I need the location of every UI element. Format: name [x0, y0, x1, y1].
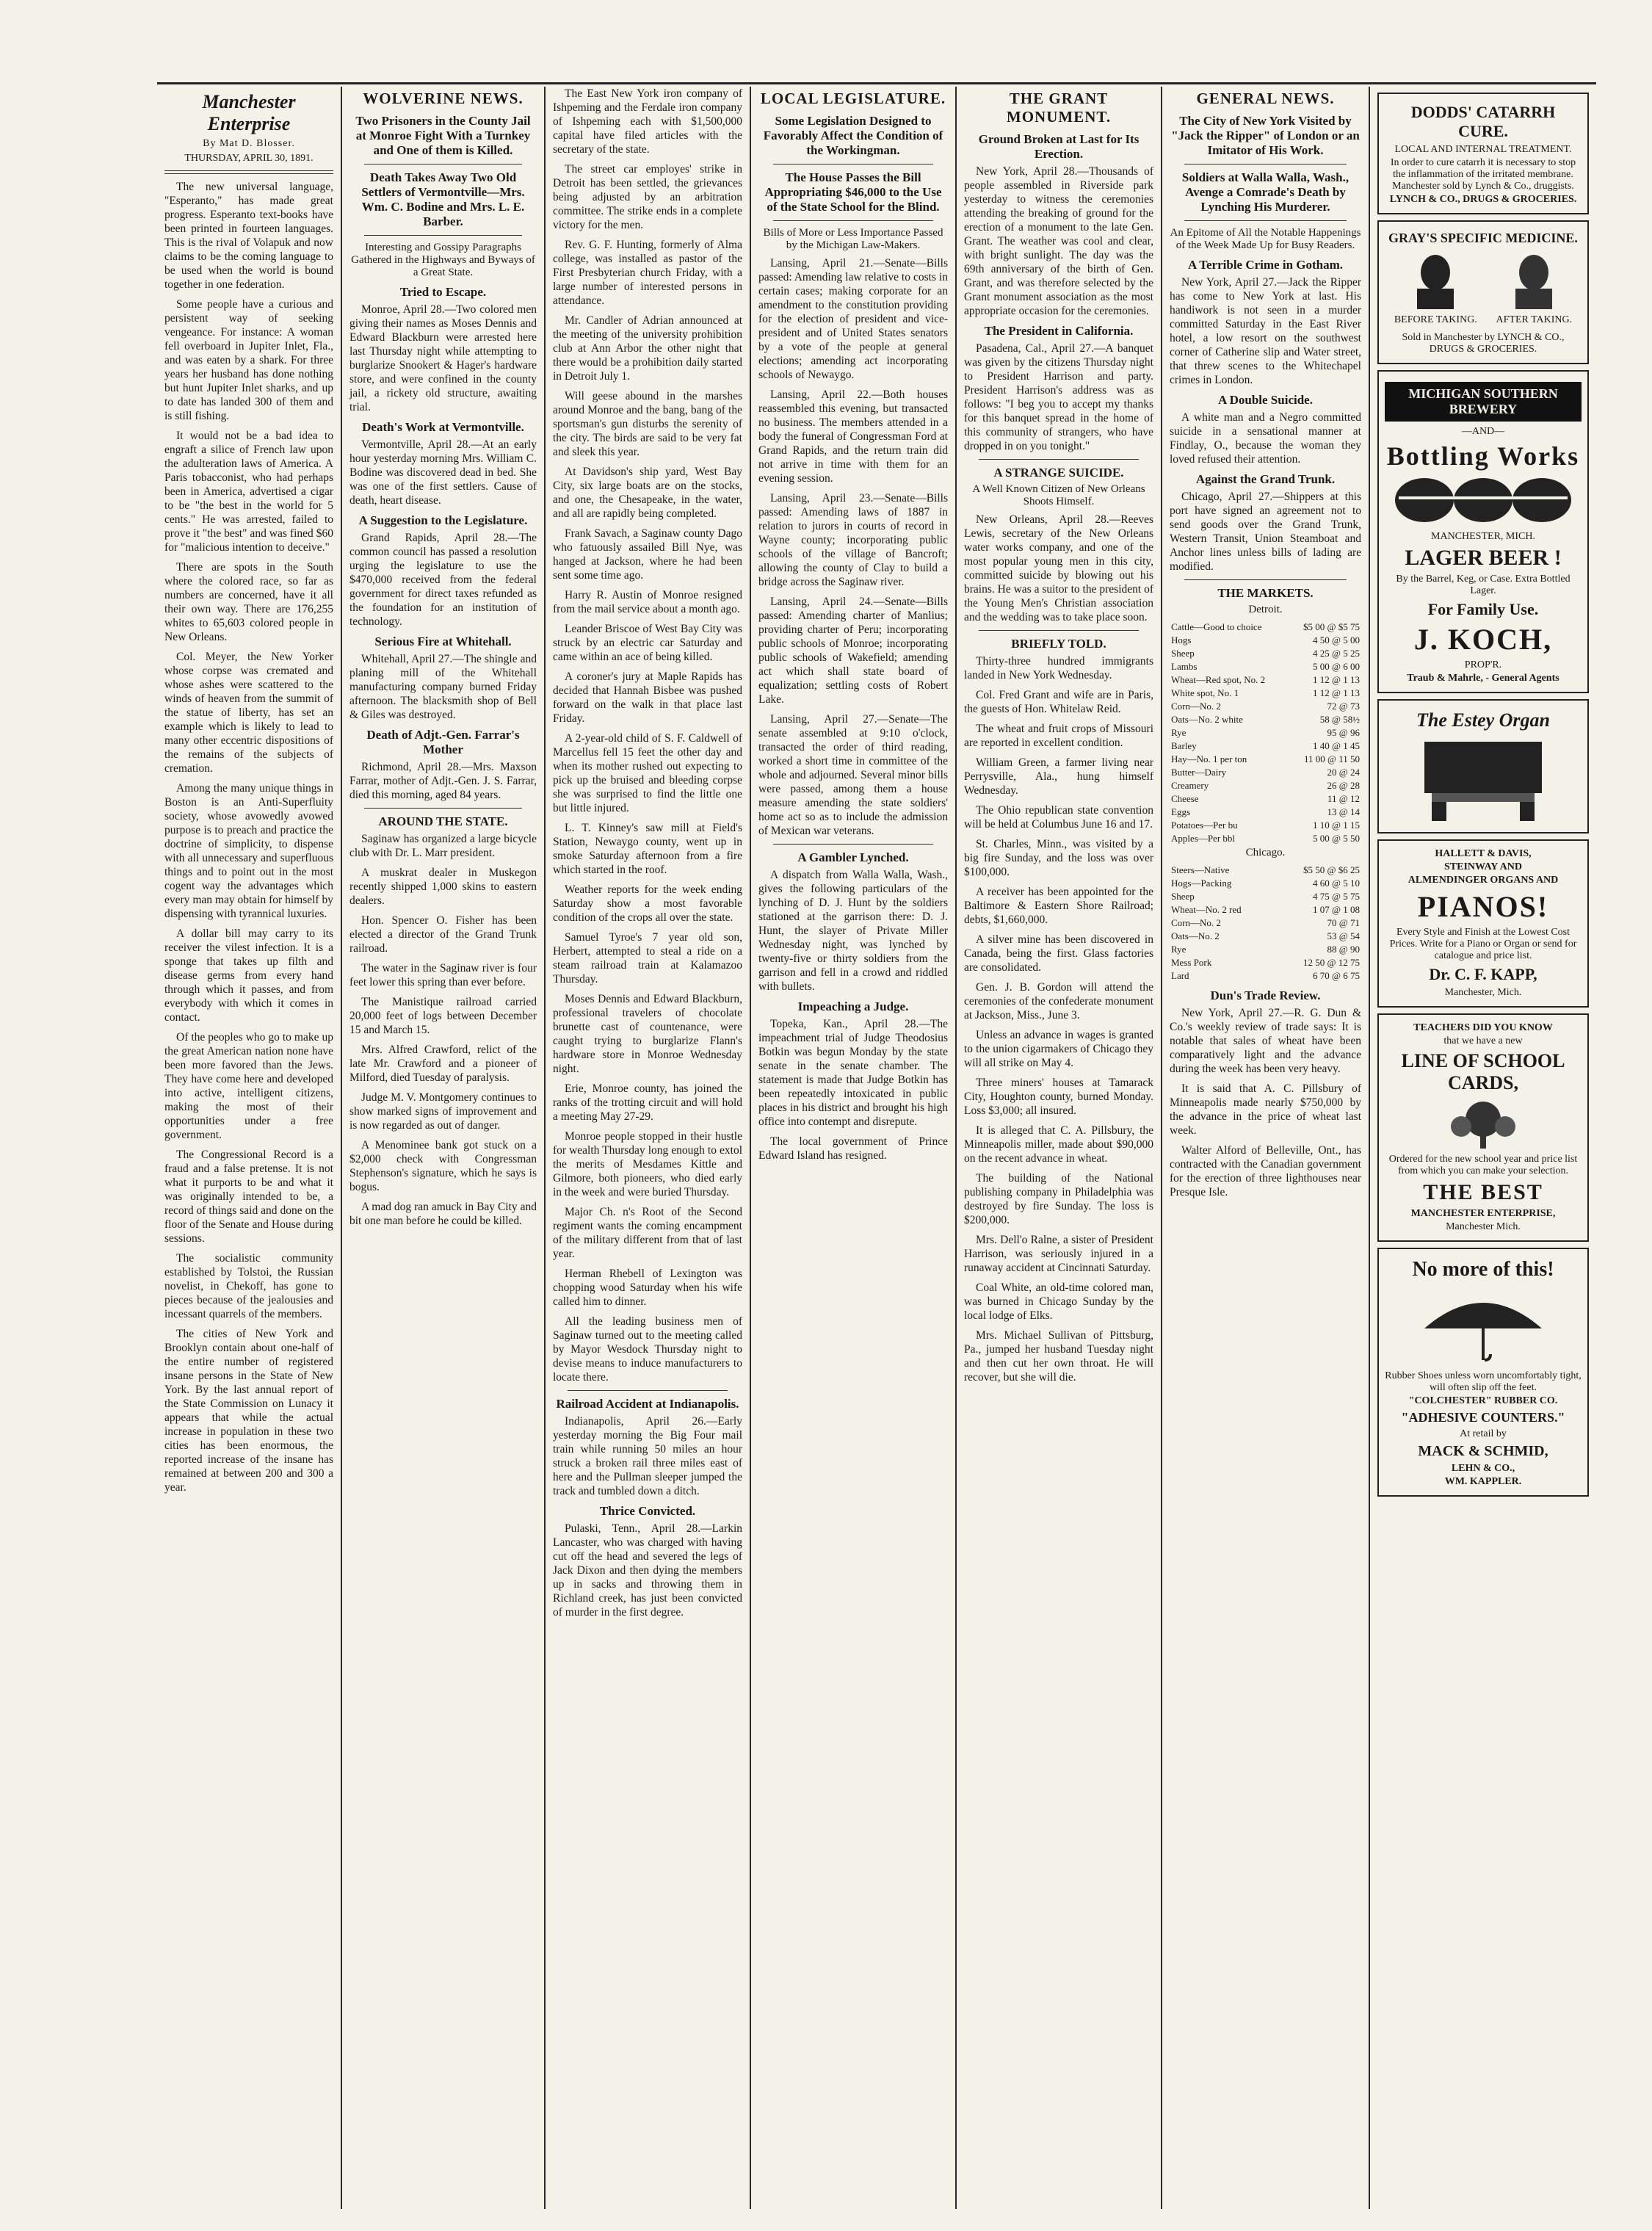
news-item: Erie, Monroe county, has joined the ranks of the trotting circuit and will hold a meeting May 27-29. — [553, 1082, 742, 1123]
article-body: New York, April 28.—Thousands of people assembled in Riverside park yesterday to witness the ceremonies attending the breaking of ground for the erection of a monument to the late Gen. Grant. The weather was cool and clear, with bright sunlight. The day was the 69th anniversary of the birth of Gen. Grant, and was therefore selected by the Grant monument association as the most appropriate occasion for the ceremonies. — [964, 165, 1153, 317]
ad-banner: MICHIGAN SOUTHERN BREWERY — [1385, 382, 1582, 422]
market-row — [1170, 766, 1361, 779]
ad-text: Every Style and Finish at the Lowest Cost Prices. Write for a Piano or Organ or send for catalogue and price list. — [1389, 927, 1577, 961]
editorial-paragraph: The cities of New York and Brooklyn contain about one-half of the entire number of registered insane persons in the State of New York. By the last annual report of the State Commission on Lunacy it appears that while the actual increase in population in these two cities has been enormous, the reported increase of the insane has remained at between 200 and 300 a year. — [164, 1328, 333, 1494]
news-item: At Davidson's ship yard, West Bay City, six large boats are on the stocks, and one, the Chesapeake, in the water, and all are rapidly being completed. — [553, 466, 742, 520]
column-advertisements — [1370, 87, 1596, 2213]
ad-agents: Traub & Mahrle, - General Agents — [1407, 673, 1559, 684]
legislature-report: Lansing, April 27.—Senate—The senate assembled at 9:10 o'clock, transacted the order of third reading, worked a short time in committee of the whole and adjourned. Several minor bills were passed, among them a house measure amending the state soldiers' home act so as to include the admission of Mexican war veterans. — [758, 713, 948, 837]
organ-icon — [1410, 734, 1557, 822]
market-price: 1 12 @ 1 13 — [1313, 687, 1360, 698]
market-price: 4 75 @ 5 75 — [1313, 891, 1360, 902]
article-headline: A STRANGE SUICIDE. — [993, 466, 1124, 480]
deck: An Epitome of All the Notable Happenings of the Week Made Up for Busy Readers. — [1170, 227, 1361, 251]
ad-sub: that we have a new — [1443, 1035, 1523, 1046]
news-item: Saginaw has organized a large bicycle club with Dr. L. Marr president. — [349, 833, 537, 859]
market-commodity: Sheep — [1171, 648, 1195, 659]
ad-catarrh-cure — [1377, 93, 1589, 214]
article-body: A dispatch from Walla Walla, Wash., gives the following particulars of the lynching of D. J. Hunt by the soldiers stationed at the garrison there: D. J. Hunt, the slayer of Private Miller Wednesday night, was lynched by twenty-five or thirty soldiers from the garrison and fell in a crowd and riddled with bullets. — [758, 869, 948, 993]
ad-family: For Family Use. — [1427, 600, 1539, 618]
section-title: LOCAL LEGISLATURE. — [760, 90, 946, 107]
market-commodity: Corn—No. 2 — [1171, 701, 1221, 712]
dateline: THURSDAY, APRIL 30, 1891. — [184, 153, 314, 164]
ad-dealer: MACK & SCHMID, — [1418, 1443, 1548, 1459]
news-item: Gen. J. B. Gordon will attend the ceremonies of the confederate monument at Jackson, Miss., June 3. — [964, 981, 1153, 1022]
ad-title: TEACHERS DID YOU KNOW — [1413, 1022, 1553, 1033]
market-commodity: Eggs — [1171, 806, 1190, 817]
market-price: 5 00 @ 6 00 — [1313, 661, 1360, 672]
market-price: 13 @ 14 — [1327, 806, 1360, 817]
column-editorial — [157, 87, 341, 2213]
ad-text: In order to cure catarrh it is necessary to stop the inflammation of the irritated membrane. Manchester sold by Lynch & Co., druggists. — [1390, 157, 1576, 192]
article-body: Vermontville, April 28.—At an early hour yesterday morning Mrs. William C. Bodine was discovered dead in bed. She was one of the first settlers. Cause of death, heart disease. — [349, 438, 537, 507]
divider — [568, 1390, 728, 1391]
market-price: $5 50 @ $6 25 — [1303, 864, 1360, 875]
news-item: St. Charles, Minn., was visited by a big fire Sunday, and the loss was over $100,000. — [964, 838, 1153, 878]
news-item: Coal White, an old-time colored man, was burned in Chicago Sunday by the local lodge of Elks. — [964, 1281, 1153, 1322]
market-row — [1170, 673, 1361, 687]
section-title: GENERAL NEWS. — [1196, 90, 1335, 107]
market-commodity: Potatoes—Per bu — [1171, 820, 1238, 831]
ad-brand: "COLCHESTER" RUBBER CO. — [1408, 1395, 1558, 1406]
market-row — [1170, 916, 1361, 930]
market-row — [1170, 930, 1361, 943]
markets-table — [1170, 864, 1361, 983]
column-state-items — [546, 87, 750, 2213]
article-body: A white man and a Negro committed suicide in a sensational manner at Findlay, O., because the woman they loved refused their attention. — [1170, 411, 1361, 466]
market-row — [1170, 660, 1361, 673]
market-commodity: Cheese — [1171, 793, 1199, 804]
legislature-report: Lansing, April 24.—Senate—Bills passed: Amending charter of Manlius; providing charter of Peru; incorporating public schools of Monroe; incorporating public schools of Wakefield; amending act which shall state board of equalization; settling costs of Robert Lake. — [758, 596, 948, 706]
editorial-paragraph: It would not be a bad idea to engraft a silice of French law upon the adulteration laws of America. A Paris tobacconist, who had perhaps been in America, advertised a cigar to be "the best in the world for 5 cents." He was arrested, failed to prove it "the best" and was fined $60 for "malicious intention to deceive." — [164, 430, 333, 554]
ad-at: At retail by — [1460, 1428, 1507, 1439]
portrait-after-icon — [1508, 250, 1559, 309]
market-price: 1 07 @ 1 08 — [1313, 904, 1360, 915]
market-commodity: Hay—No. 1 per ton — [1171, 753, 1247, 764]
ad-place: Manchester, Mich. — [1444, 987, 1522, 998]
article-body: New York, April 27.—R. G. Dun & Co.'s weekly review of trade says: It is notable that sales of wheat have been comparatively light and the advance during the week has been very heavy. — [1170, 1007, 1361, 1075]
market-price: 53 @ 54 — [1327, 930, 1360, 941]
editorial-paragraph: A dollar bill may carry to its receiver the vilest infection. It is a sponge that takes up filth and disease germs from every hand through which it passes, and from everybody with which it comes in contact. — [164, 928, 333, 1024]
market-commodity: Barley — [1171, 740, 1197, 751]
article-headline: The President in California. — [984, 324, 1134, 338]
ad-pianos — [1377, 839, 1589, 1008]
market-price: $5 00 @ $5 75 — [1303, 621, 1360, 632]
news-item: The street car employes' strike in Detroit has been settled, the grievances being adjusted by an arbitration committee. The strike ends in a complete victory for the men. — [553, 163, 742, 231]
market-price: 4 50 @ 5 00 — [1313, 634, 1360, 646]
market-row — [1170, 832, 1361, 845]
market-commodity: Hogs—Packing — [1171, 878, 1232, 889]
divider — [979, 630, 1139, 631]
market-commodity: Lambs — [1171, 661, 1198, 672]
divider — [1184, 579, 1347, 580]
news-item: William Green, a farmer living near Perrysville, Ala., hung himself Wednesday. — [964, 756, 1153, 797]
news-item: The Manistique railroad carried 20,000 feet of logs between December 15 and March 15. — [349, 996, 537, 1036]
ad-name: J. KOCH, — [1413, 623, 1553, 656]
newspaper-page — [157, 72, 1596, 2216]
divider — [364, 808, 522, 809]
news-item: Weather reports for the week ending Saturday show a most favorable condition of the crops all over the state. — [553, 883, 742, 924]
article-headline: Tried to Escape. — [399, 285, 487, 299]
news-item: The water in the Saginaw river is four feet lower this spring than ever before. — [349, 962, 537, 988]
ad-grays-medicine — [1377, 220, 1589, 364]
flower-icon — [1417, 1097, 1549, 1149]
article-body: Pulaski, Tenn., April 28.—Larkin Lancaster, who was charged with having cut off the head and severed the legs of Jack Dixon and then dying the members up in sacks and throwing them in Richland creek, has just been convicted of murder in the first degree. — [553, 1522, 742, 1619]
news-item: A silver mine has been discovered in Canada, being the first. Glass factories are consolidated. — [964, 933, 1153, 974]
article-body: Chicago, April 27.—Shippers at this port have signed an agreement not to send goods over the Grand Trunk, Western Transit, Union Steamboat and Anchor lines unless bills of lading are modified. — [1170, 491, 1361, 573]
column-general-news — [1162, 87, 1369, 2213]
news-item: Thirty-three hundred immigrants landed in New York Wednesday. — [964, 655, 1153, 681]
market-row — [1170, 877, 1361, 890]
market-commodity: Creamery — [1171, 780, 1209, 791]
news-item: The wheat and fruit crops of Missouri are reported in excellent condition. — [964, 723, 1153, 749]
news-item: Monroe people stopped in their hustle for wealth Thursday long enough to extol the merits of Mesdames Kittle and Gilmore, both pioneers, who died early in the week and were buried Thursday. — [553, 1130, 742, 1198]
market-commodity: Wheat—Red spot, No. 2 — [1171, 674, 1266, 685]
news-item: L. T. Kinney's saw mill at Field's Station, Newaygo county, went up in smoke Saturday afternoon from a fire which started in the roof. — [553, 822, 742, 876]
article-headline: A Gambler Lynched. — [797, 850, 909, 864]
article-headline: Death of Adjt.-Gen. Farrar's Mother — [366, 728, 520, 756]
market-row — [1170, 634, 1361, 647]
deck: Ground Broken at Last for Its Erection. — [978, 132, 1140, 161]
markets-table — [1170, 621, 1361, 845]
market-price: 70 @ 71 — [1327, 917, 1360, 928]
market-commodity: Steers—Native — [1171, 864, 1230, 875]
divider — [773, 844, 933, 845]
market-row — [1170, 806, 1361, 819]
ad-beer: LAGER BEER ! — [1405, 546, 1562, 570]
ad-title: The Estey Organ — [1416, 709, 1550, 731]
market-commodity: Butter—Dairy — [1171, 767, 1227, 778]
ad-text: Rubber Shoes unless worn uncomfortably tight, will often slip off the feet. — [1385, 1370, 1582, 1393]
article-body: Walter Alford of Belleville, Ont., has contracted with the Canadian government for the erection of three lighthouses near Presque Isle. — [1170, 1144, 1361, 1198]
divider — [773, 220, 933, 221]
news-item: A coroner's jury at Maple Rapids has decided that Hannah Bisbee was pushed forward on the walk in that place last Friday. — [553, 670, 742, 725]
ad-label: AFTER TAKING. — [1496, 314, 1573, 325]
column-local-legislature — [751, 87, 955, 2213]
news-item: All the leading business men of Saginaw turned out to the meeting called by Mayor Wesdock Thursday night to devise means to induce manufacturers to locate there. — [553, 1315, 742, 1384]
market-commodity: Corn—No. 2 — [1171, 917, 1221, 928]
divider — [164, 170, 333, 174]
ad-text: By the Barrel, Keg, or Case. Extra Bottled Lager. — [1396, 574, 1571, 596]
market-row — [1170, 700, 1361, 713]
editorial-paragraph: Some people have a curious and persistent way of seeking vengeance. For instance: A woman fell overboard in Jupiter Inlet, Fla., and was eaten by a shark. For three years her husband has done nothing but hunt Jupiter Inlet sharks, and up to date has landed 300 of them and is still fishing. — [164, 298, 333, 422]
market-row — [1170, 903, 1361, 916]
market-commodity: Oats—No. 2 white — [1171, 714, 1243, 725]
market-price: 6 70 @ 6 75 — [1313, 970, 1360, 981]
column-wolverine-news — [342, 87, 544, 2213]
masthead: Manchester Enterprise — [202, 91, 296, 134]
market-row — [1170, 687, 1361, 700]
market-commodity: Rye — [1171, 944, 1187, 955]
ad-text: Ordered for the new school year and price list from which you can make your selection. — [1388, 1154, 1578, 1176]
market-row — [1170, 819, 1361, 832]
legislature-report: Lansing, April 22.—Both houses reassembled this evening, but transacted no business. The members attended in a body the funeral of Congressman Ford at Grand Rapids, and the return train did not arrive in time with them for an evening session. — [758, 388, 948, 485]
market-price: 4 25 @ 5 25 — [1313, 648, 1360, 659]
editorial-paragraph: The Congressional Record is a fraud and a false pretense. It is not what it purports to be and what it was originally intended to be, a record of things said and done on the floor of the Senate and House during sessions. — [164, 1149, 333, 1245]
article-body: Pasadena, Cal., April 27.—A banquet was given by the citizens Thursday night to President Harrison and party. President Harrison's address was as follows: "I beg you to accept my thanks for this banquet spread in the home of this community of strangers, who have dropped in on you tonight." — [964, 342, 1153, 452]
news-item: The Ohio republican state convention will be held at Columbus June 16 and 17. — [964, 804, 1153, 831]
news-item: A receiver has been appointed for the Baltimore & Eastern Shore Railroad; debts, $1,660,000. — [964, 886, 1153, 926]
ad-prop: PROP'R. — [1464, 659, 1502, 670]
article-body: Grand Rapids, April 28.—The common council has passed a resolution urging the legislature to use the $470,000 received from the federal government for direct taxes refunded as the foundation for an institution of technology. — [349, 532, 537, 628]
market-row — [1170, 890, 1361, 903]
ad-estey-organ — [1377, 699, 1589, 834]
market-commodity: Oats—No. 2 — [1171, 930, 1220, 941]
editorial-paragraph: The new universal language, "Esperanto," has made great progress. Esperanto text-books have been printed in fourteen languages. This is the rival of Volapuk and now claims to be the coming language to be used when the world is bound together in one federation. — [164, 181, 333, 291]
ad-city: Manchester Mich. — [1446, 1221, 1521, 1232]
news-item: Leander Briscoe of West Bay City was struck by an electric car Saturday and came within an ace of being killed. — [553, 623, 742, 663]
news-item: Major Ch. n's Root of the Second regiment wants the coming encampment of the military different from that of last year. — [553, 1206, 742, 1260]
market-row — [1170, 792, 1361, 806]
news-item: Will geese abound in the marshes around Monroe and the bang, bang of the sportsman's gun disturbs the serenity of the city. The birds are said to be very fat and sleek this year. — [553, 390, 742, 458]
section-title: THE GRANT MONUMENT. — [1006, 90, 1112, 126]
ad-address: MANCHESTER ENTERPRISE, — [1410, 1208, 1556, 1219]
market-price: 12 50 @ 12 75 — [1303, 957, 1360, 968]
article-body: Whitehall, April 27.—The shingle and planing mill of the Whitehall manufacturing company burned Friday afternoon. The blacksmith shop of Bell & Giles was destroyed. — [349, 653, 537, 721]
news-item: Judge M. V. Montgomery continues to show marked signs of improvement and is now regarded as out of danger. — [349, 1091, 537, 1132]
market-price: 72 @ 73 — [1327, 701, 1360, 712]
news-item: It is alleged that C. A. Pillsbury, the Minneapolis miller, made about $90,000 on the recent advance in wheat. — [964, 1124, 1153, 1165]
editorial-paragraph: The socialistic community established by Tolstoi, the Russian novelist, in Chekoff, has gone to pieces because of the jealousies and incessant quarrels of the members. — [164, 1252, 333, 1320]
news-item: The East New York iron company of Ishpeming and the Ferdale iron company of Ishpeming each with $1,500,000 capital have filed articles with the secretary of the state. — [553, 87, 742, 156]
divider — [1184, 220, 1347, 221]
article-headline: Impeaching a Judge. — [797, 999, 909, 1013]
ad-school-cards — [1377, 1013, 1589, 1242]
markets-city: Chicago. — [1245, 847, 1286, 858]
ad-subtitle: LOCAL AND INTERNAL TREATMENT. — [1394, 144, 1572, 155]
news-item: Harry R. Austin of Monroe resigned from the mail service about a month ago. — [553, 589, 742, 615]
news-item: A Menominee bank got stuck on a $2,000 check with Congressman Stephenson's signature, which he says is bogus. — [349, 1139, 537, 1193]
market-row — [1170, 864, 1361, 877]
article-body: New York, April 27.—Jack the Ripper has come to New York at last. His handiwork is not seen in a murder committed Saturday in the East River hotel, a low resort on the southwest corner of Catherine slip and Water street, that threw scenes to the Whitechapel crimes in London. — [1170, 276, 1361, 386]
deck: Interesting and Gossipy Paragraphs Gathered in the Highways and Byways of a Great State. — [351, 242, 535, 278]
markets-title: THE MARKETS. — [1217, 586, 1314, 600]
deck: A Well Known Citizen of New Orleans Shoots Himself. — [972, 483, 1145, 507]
news-item: Moses Dennis and Edward Blackburn, professional travelers of chocolate brunette cast of countenance, were caught trying to burglarize Flann's hardware store in Monroe Wednesday night. — [553, 993, 742, 1075]
barrels-icon — [1388, 474, 1579, 526]
news-item: A 2-year-old child of S. F. Caldwell of Marcellus fell 15 feet the other day and when its mother rushed out expecting to pick up the bruised and bleeding corpse she was surprised to find the little one but little injured. — [553, 732, 742, 814]
deck: The House Passes the Bill Appropriating $46,000 to the Use of the State School for the Blind. — [764, 170, 942, 214]
market-price: 11 00 @ 11 50 — [1303, 753, 1360, 764]
ad-big: LINE OF SCHOOL CARDS, — [1401, 1050, 1565, 1093]
ad-dealer: WM. KAPPLER. — [1444, 1476, 1522, 1487]
sub-headline: Death Takes Away Two Old Settlers of Vermontville—Mrs. Wm. C. Bodine and Mrs. L. E. Barber. — [361, 170, 525, 228]
article-headline: Serious Fire at Whitehall. — [374, 634, 512, 648]
ad-rubber-co — [1377, 1248, 1589, 1497]
article-headline: Against the Grand Trunk. — [1195, 472, 1336, 486]
market-row — [1170, 969, 1361, 983]
news-item: Mrs. Michael Sullivan of Pittsburg, Pa., jumped her husband Tuesday night and then cut her own throat. He will recover, but she will die. — [964, 1329, 1153, 1384]
article-headline: Railroad Accident at Indianapolis. — [556, 1397, 739, 1411]
market-row — [1170, 779, 1361, 792]
market-price: 4 60 @ 5 10 — [1313, 878, 1360, 889]
ad-brewery — [1377, 370, 1589, 693]
market-commodity: Cattle—Good to choice — [1171, 621, 1262, 632]
ad-title: GRAY'S SPECIFIC MEDICINE. — [1388, 231, 1578, 245]
market-price: 58 @ 58½ — [1319, 714, 1360, 725]
article-headline: Dun's Trade Review. — [1210, 988, 1321, 1002]
ad-text: Sold in Manchester by LYNCH & CO., DRUGS & GROCERIES. — [1402, 332, 1565, 355]
article-headline: AROUND THE STATE. — [378, 814, 508, 828]
news-item: Mrs. Dell'o Ralne, a sister of President Harrison, was seriously injured in a runaway accident at Cincinnati Saturday. — [964, 1234, 1153, 1274]
market-commodity: Mess Pork — [1171, 957, 1212, 968]
market-row — [1170, 956, 1361, 969]
ad-place: MANCHESTER, MICH. — [1431, 531, 1535, 542]
article-body: New Orleans, April 28.—Reeves Lewis, secretary of the New Orleans water works company, and one of the most popular young men in this city, committed suicide by blowing out his brains. He was a suitor to the president of the Young Men's Christian association and the wedding was to take place soon. — [964, 513, 1153, 623]
top-rule — [157, 82, 1596, 84]
legislature-report: Lansing, April 21.—Senate—Bills passed: Amending law relative to costs in certain cases; making corporate for an amendment to the constitution providing for the election of president and vice-president and of United States senators by a vote of the people at general elections; amending act incorporating schools of Newaygo. — [758, 257, 948, 381]
market-price: 11 @ 12 — [1327, 793, 1360, 804]
market-commodity: Rye — [1171, 727, 1187, 738]
market-price: 1 40 @ 1 45 — [1313, 740, 1360, 751]
deck: Bills of More or Less Importance Passed by the Michigan Law-Makers. — [763, 227, 943, 251]
divider — [979, 459, 1139, 460]
market-row — [1170, 713, 1361, 726]
market-price: 1 12 @ 1 13 — [1313, 674, 1360, 685]
legislature-report: Lansing, April 23.—Senate—Bills passed: Amending laws of 1887 in relation to jurors in courts of record in Wayne county; incorporating public schools of the village of Bancroft; allowing the county of Clay to build a bridge across the Saginaw river. — [758, 492, 948, 588]
byline: By Mat D. Blosser. — [203, 138, 295, 149]
ad-line: ALMENDINGER ORGANS AND — [1408, 875, 1559, 886]
news-item: Rev. G. F. Hunting, formerly of Alma college, was installed as pastor of the First Presbyterian church Friday, with a large number of interested persons in attendance. — [553, 239, 742, 307]
article-headline: Death's Work at Vermontville. — [362, 420, 524, 434]
ad-label: BEFORE TAKING. — [1394, 314, 1477, 325]
ad-line: STEINWAY AND — [1444, 861, 1522, 872]
news-item: Col. Fred Grant and wife are in Paris, the guests of Hon. Whitelaw Reid. — [964, 689, 1153, 715]
portrait-before-icon — [1410, 250, 1461, 309]
deck: The City of New York Visited by "Jack the Ripper" of London or an Imitator of His Work. — [1171, 114, 1360, 157]
section-title: WOLVERINE NEWS. — [363, 90, 524, 107]
news-item: Three miners' houses at Tamarack City, Houghton county, burned Monday. Loss $3,000; all insured. — [964, 1077, 1153, 1117]
market-commodity: Apples—Per bbl — [1171, 833, 1236, 844]
ad-call: "ADHESIVE COUNTERS." — [1401, 1410, 1565, 1425]
editorial-paragraph: There are spots in the South where the colored race, so far as numbers are concerned, have it all their own way. There are 176,255 whites to 65,603 colored people in New Orleans. — [164, 561, 333, 643]
news-item: Herman Rhebell of Lexington was chopping wood Saturday when his wife called him to dinner. — [553, 1268, 742, 1308]
market-row — [1170, 753, 1361, 766]
market-row — [1170, 943, 1361, 956]
editorial-paragraph: Among the many unique things in Boston is an Anti-Superfluity society, whose avowedly avowed purpose is to preach and practice the doctrine of simplicity, to dispense with all unnecessary and superfluous things and to point out in the most cogent way the advantages which every man may obtain for himself by dispensing with tyrannical luxuries. — [164, 782, 333, 920]
market-commodity: Sheep — [1171, 891, 1195, 902]
umbrella-icon — [1410, 1284, 1557, 1365]
market-price: 26 @ 28 — [1327, 780, 1360, 791]
market-commodity: Lard — [1171, 970, 1189, 981]
news-item: Unless an advance in wages is granted to the union cigarmakers of Chicago they will all strike on May 4. — [964, 1029, 1153, 1069]
market-commodity: Wheat—No. 2 red — [1171, 904, 1242, 915]
article-body: Richmond, April 28.—Mrs. Maxson Farrar, mother of Adjt.-Gen. J. S. Farrar, died this morning, aged 84 years. — [349, 761, 537, 801]
ad-line: HALLETT & DAVIS, — [1435, 848, 1532, 859]
divider — [364, 235, 522, 236]
news-item: A muskrat dealer in Muskegon recently shipped 1,000 skins to eastern dealers. — [349, 867, 537, 907]
news-item: A mad dog ran amuck in Bay City and bit one man before he could be killed. — [349, 1201, 537, 1227]
article-body: Topeka, Kan., April 28.—The impeachment trial of Judge Theodosius Botkin was begun Monday by the state senate in the senate chamber. The statement is made that Judge Botkin has been repeatedly intoxicated in public places in his district and brought his high office into contempt and disrepute. — [758, 1018, 948, 1128]
market-price: 88 @ 90 — [1327, 944, 1360, 955]
market-row — [1170, 621, 1361, 634]
column-grant-monument — [957, 87, 1161, 2213]
deck: Soldiers at Walla Walla, Wash., Avenge a Comrade's Death by Lynching His Murderer. — [1181, 170, 1350, 214]
article-headline: A Suggestion to the Legislature. — [358, 513, 528, 527]
article-body: Monroe, April 28.—Two colored men giving their names as Moses Dennis and Edward Blackburn were arrested here last Thursday night while attempting to burglarize Snookert & Hager's hardware store, and were confined in the county jail, a rickety old structure, awaiting trial. — [349, 303, 537, 413]
ad-seller: LYNCH & CO., DRUGS & GROCERIES. — [1389, 194, 1577, 205]
ad-title: DODDS' CATARRH CURE. — [1410, 103, 1556, 140]
news-item: Mrs. Alfred Crawford, relict of the late Mr. Crawford and a pioneer of Milford, died Tuesday of paralysis. — [349, 1044, 537, 1084]
deck: Some Legislation Designed to Favorably Affect the Condition of the Workingman. — [763, 114, 943, 157]
article-body: Indianapolis, April 26.—Early yesterday morning the Big Four mail train while running 50 miles an hour struck a broken rail three miles east of here and the Pullman sleeper jumped the track and tumbled down a ditch. — [553, 1415, 742, 1497]
lead-headline: Two Prisoners in the County Jail at Monroe Fight With a Turnkey and One of them is Killed. — [355, 114, 531, 157]
market-price: 95 @ 96 — [1327, 727, 1360, 738]
market-row — [1170, 647, 1361, 660]
article-headline: BRIEFLY TOLD. — [1011, 637, 1106, 651]
market-row — [1170, 740, 1361, 753]
market-price: 5 00 @ 5 50 — [1313, 833, 1360, 844]
news-item: Samuel Tyroe's 7 year old son, Herbert, attempted to steal a ride on a steam railroad train at Kalamazoo Thursday. — [553, 931, 742, 986]
news-item: Hon. Spencer O. Fisher has been elected a director of the Grand Trunk railroad. — [349, 914, 537, 955]
ad-and: —AND— — [1461, 426, 1505, 437]
news-item: Frank Savach, a Saginaw county Dago who fatuously assailed Bill Nye, was hanged at Jackson, where he had been sent some time ago. — [553, 527, 742, 582]
ad-title: PIANOS! — [1417, 890, 1549, 923]
editorial-paragraph: Col. Meyer, the New Yorker whose corpse was cremated and whose ashes were scattered to the winds of heaven from the summit of the statue of liberty, has set an example which is likely to lead to many other eccentric dispositions of the remains of the subjects of cremation. — [164, 651, 333, 775]
ad-title: No more of this! — [1412, 1258, 1554, 1281]
ad-name: Dr. C. F. KAPP, — [1429, 965, 1537, 983]
news-item: The building of the National publishing company in Philadelphia was destroyed by fire Sunday. The loss is $200,000. — [964, 1172, 1153, 1226]
ad-best: THE BEST — [1423, 1180, 1543, 1204]
article-headline: Thrice Convicted. — [599, 1504, 696, 1518]
article-headline: A Double Suicide. — [1218, 393, 1313, 407]
market-price: 20 @ 24 — [1327, 767, 1360, 778]
news-item: Mr. Candler of Adrian announced at the meeting of the university prohibition club at Ann Arbor the other night that there would be a prohibition daily started in Detroit July 1. — [553, 314, 742, 383]
market-row — [1170, 726, 1361, 740]
markets-city: Detroit. — [1248, 604, 1283, 615]
article-headline: A Terrible Crime in Gotham. — [1187, 258, 1344, 272]
market-commodity: White spot, No. 1 — [1171, 687, 1239, 698]
market-price: 1 10 @ 1 15 — [1313, 820, 1360, 831]
article-body: It is said that A. C. Pillsbury of Minneapolis made nearly $750,000 by the advance in the price of wheat last week. — [1170, 1082, 1361, 1137]
editorial-paragraph: Of the peoples who go to make up the great American nation none have been more favored than the Jews. They have come here and developed into active, intelligent citizens, making the most of their opportunities under a free government. — [164, 1031, 333, 1141]
ad-title: Bottling Works — [1386, 441, 1580, 471]
article-body: The local government of Prince Edward Island has resigned. — [758, 1135, 948, 1162]
market-commodity: Hogs — [1171, 634, 1192, 646]
ad-dealer: LEHN & CO., — [1451, 1463, 1515, 1474]
